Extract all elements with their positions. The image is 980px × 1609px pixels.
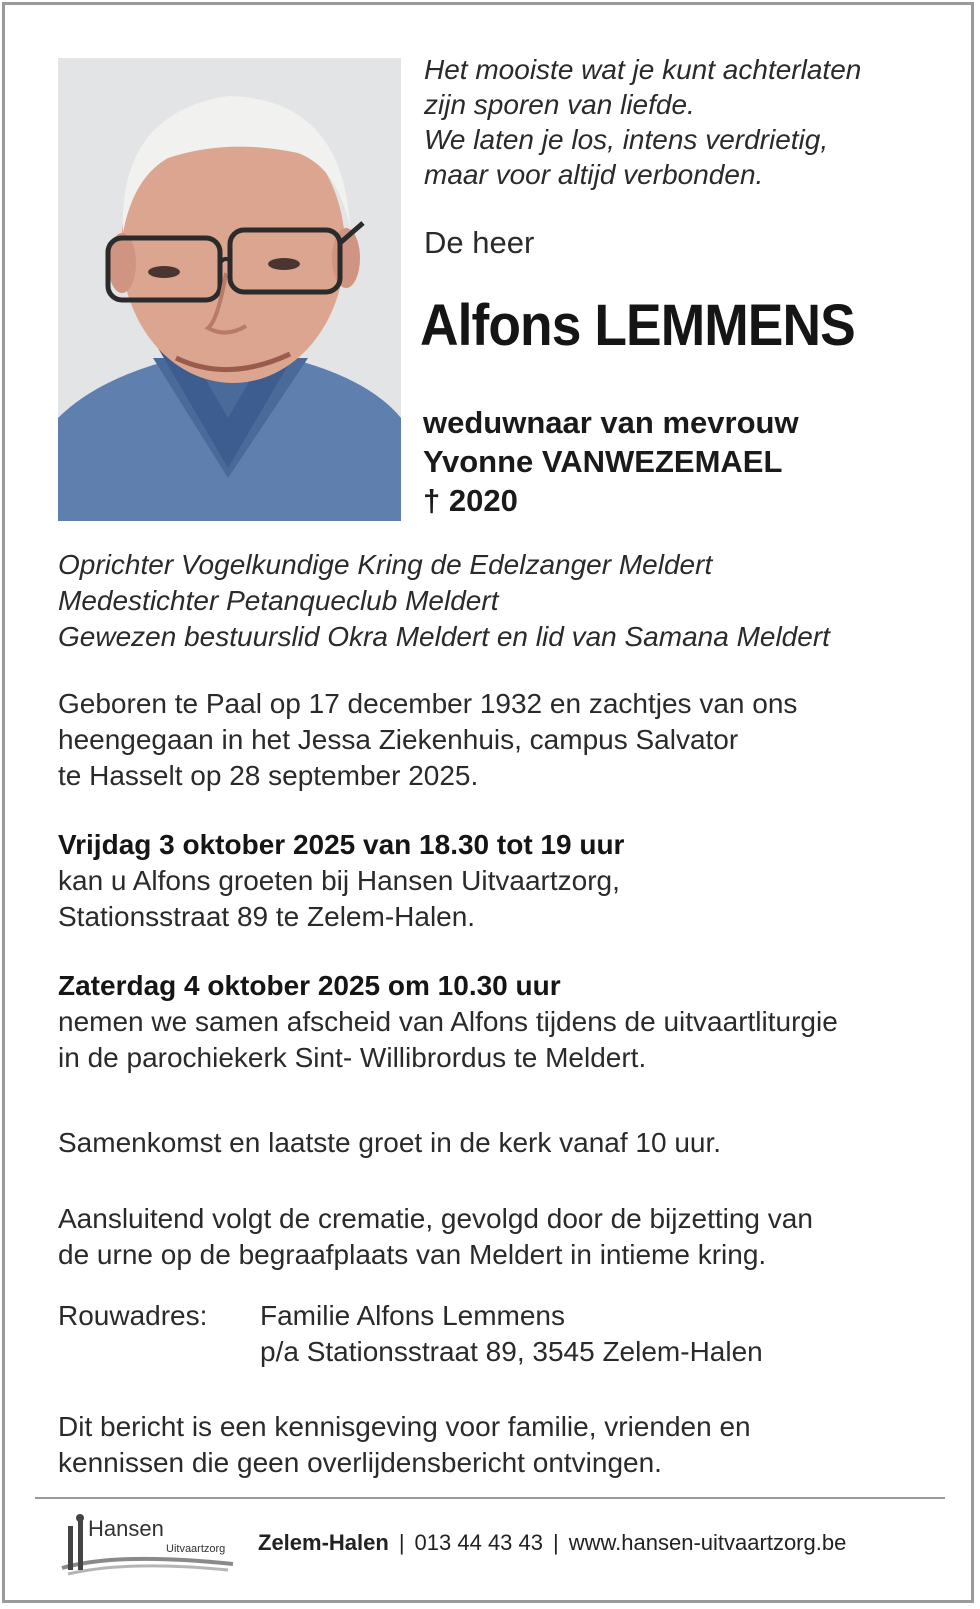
cremation-line: de urne op de begraafplaats van Meldert in intieme kring. (58, 1239, 767, 1270)
name-prefix: De heer (424, 225, 535, 260)
footer-separator: | (553, 1530, 559, 1555)
funeral-line: nemen we samen afscheid van Alfons tijdens de uitvaartliturgie (58, 1006, 838, 1037)
footer-phone[interactable]: 013 44 43 43 (414, 1530, 544, 1555)
hansen-logo (58, 1512, 238, 1578)
widow-line: † 2020 (423, 483, 518, 518)
notice-line: kennissen die geen overlijdensbericht ontvingen. (58, 1447, 662, 1478)
quote-line: zijn sporen van liefde. (424, 89, 695, 120)
footer-separator: | (398, 1530, 405, 1555)
visitation-line: Stationsstraat 89 te Zelem-Halen. (58, 901, 476, 932)
deceased-name: Alfons LEMMENS (420, 293, 855, 358)
memorial-quote (424, 52, 944, 192)
role-line: Gewezen bestuurslid Okra Meldert en lid van Samana Meldert (58, 621, 830, 652)
birth-death-line: Geboren te Paal op 17 december 1932 en zachtjes van ons (58, 688, 798, 719)
address-value (260, 1298, 763, 1370)
funeral-block (58, 968, 958, 1076)
gathering-block (58, 1125, 958, 1161)
logo-name: Hansen (88, 1516, 164, 1541)
widow-info (423, 403, 799, 520)
footer-divider (35, 1497, 945, 1499)
portrait-photo (58, 58, 401, 521)
footer-website[interactable]: www.hansen-uitvaartzorg.be (568, 1530, 847, 1555)
birth-death-line: heengegaan in het Jessa Ziekenhuis, campus Salvator (58, 724, 739, 755)
logo-subtitle: Uitvaartzorg (166, 1543, 226, 1555)
quote-line: Het mooiste wat je kunt achterlaten (424, 54, 862, 85)
address-label: Rouwadres: (58, 1300, 208, 1331)
footer-location: Zelem-Halen (258, 1530, 389, 1555)
roles-block (58, 547, 958, 655)
funeral-line: in de parochiekerk Sint- Willibrordus te Meldert. (58, 1042, 647, 1073)
cremation-line: Aansluitend volgt de crematie, gevolgd door de bijzetting van (58, 1203, 813, 1234)
role-line: Oprichter Vogelkundige Kring de Edelzanger Meldert (58, 549, 713, 580)
notice-line: Dit bericht is een kennisgeving voor familie, vrienden en (58, 1411, 751, 1442)
widow-line: Yvonne VANWEZEMAEL (423, 444, 783, 479)
visitation-heading: Vrijdag 3 oktober 2025 van 18.30 tot 19 uur (58, 829, 625, 860)
quote-line: maar voor altijd verbonden. (424, 159, 764, 190)
visitation-block (58, 827, 958, 935)
cremation-block (58, 1201, 958, 1273)
notice-block (58, 1409, 958, 1481)
quote-line: We laten je los, intens verdrietig, (424, 124, 829, 155)
address-line: p/a Stationsstraat 89, 3545 Zelem-Halen (260, 1336, 763, 1367)
widow-line: weduwnaar van mevrouw (423, 405, 799, 440)
funeral-heading: Zaterdag 4 oktober 2025 om 10.30 uur (58, 970, 561, 1001)
gathering-line: Samenkomst en laatste groet in de kerk vanaf 10 uur. (58, 1127, 722, 1158)
footer-contact (258, 1530, 846, 1556)
birth-death-line: te Hasselt op 28 september 2025. (58, 760, 479, 791)
role-line: Medestichter Petanqueclub Meldert (58, 585, 499, 616)
visitation-line: kan u Alfons groeten bij Hansen Uitvaartzorg, (58, 865, 620, 896)
footer (58, 1512, 938, 1582)
birth-death-block (58, 686, 958, 794)
address-line: Familie Alfons Lemmens (260, 1300, 566, 1331)
